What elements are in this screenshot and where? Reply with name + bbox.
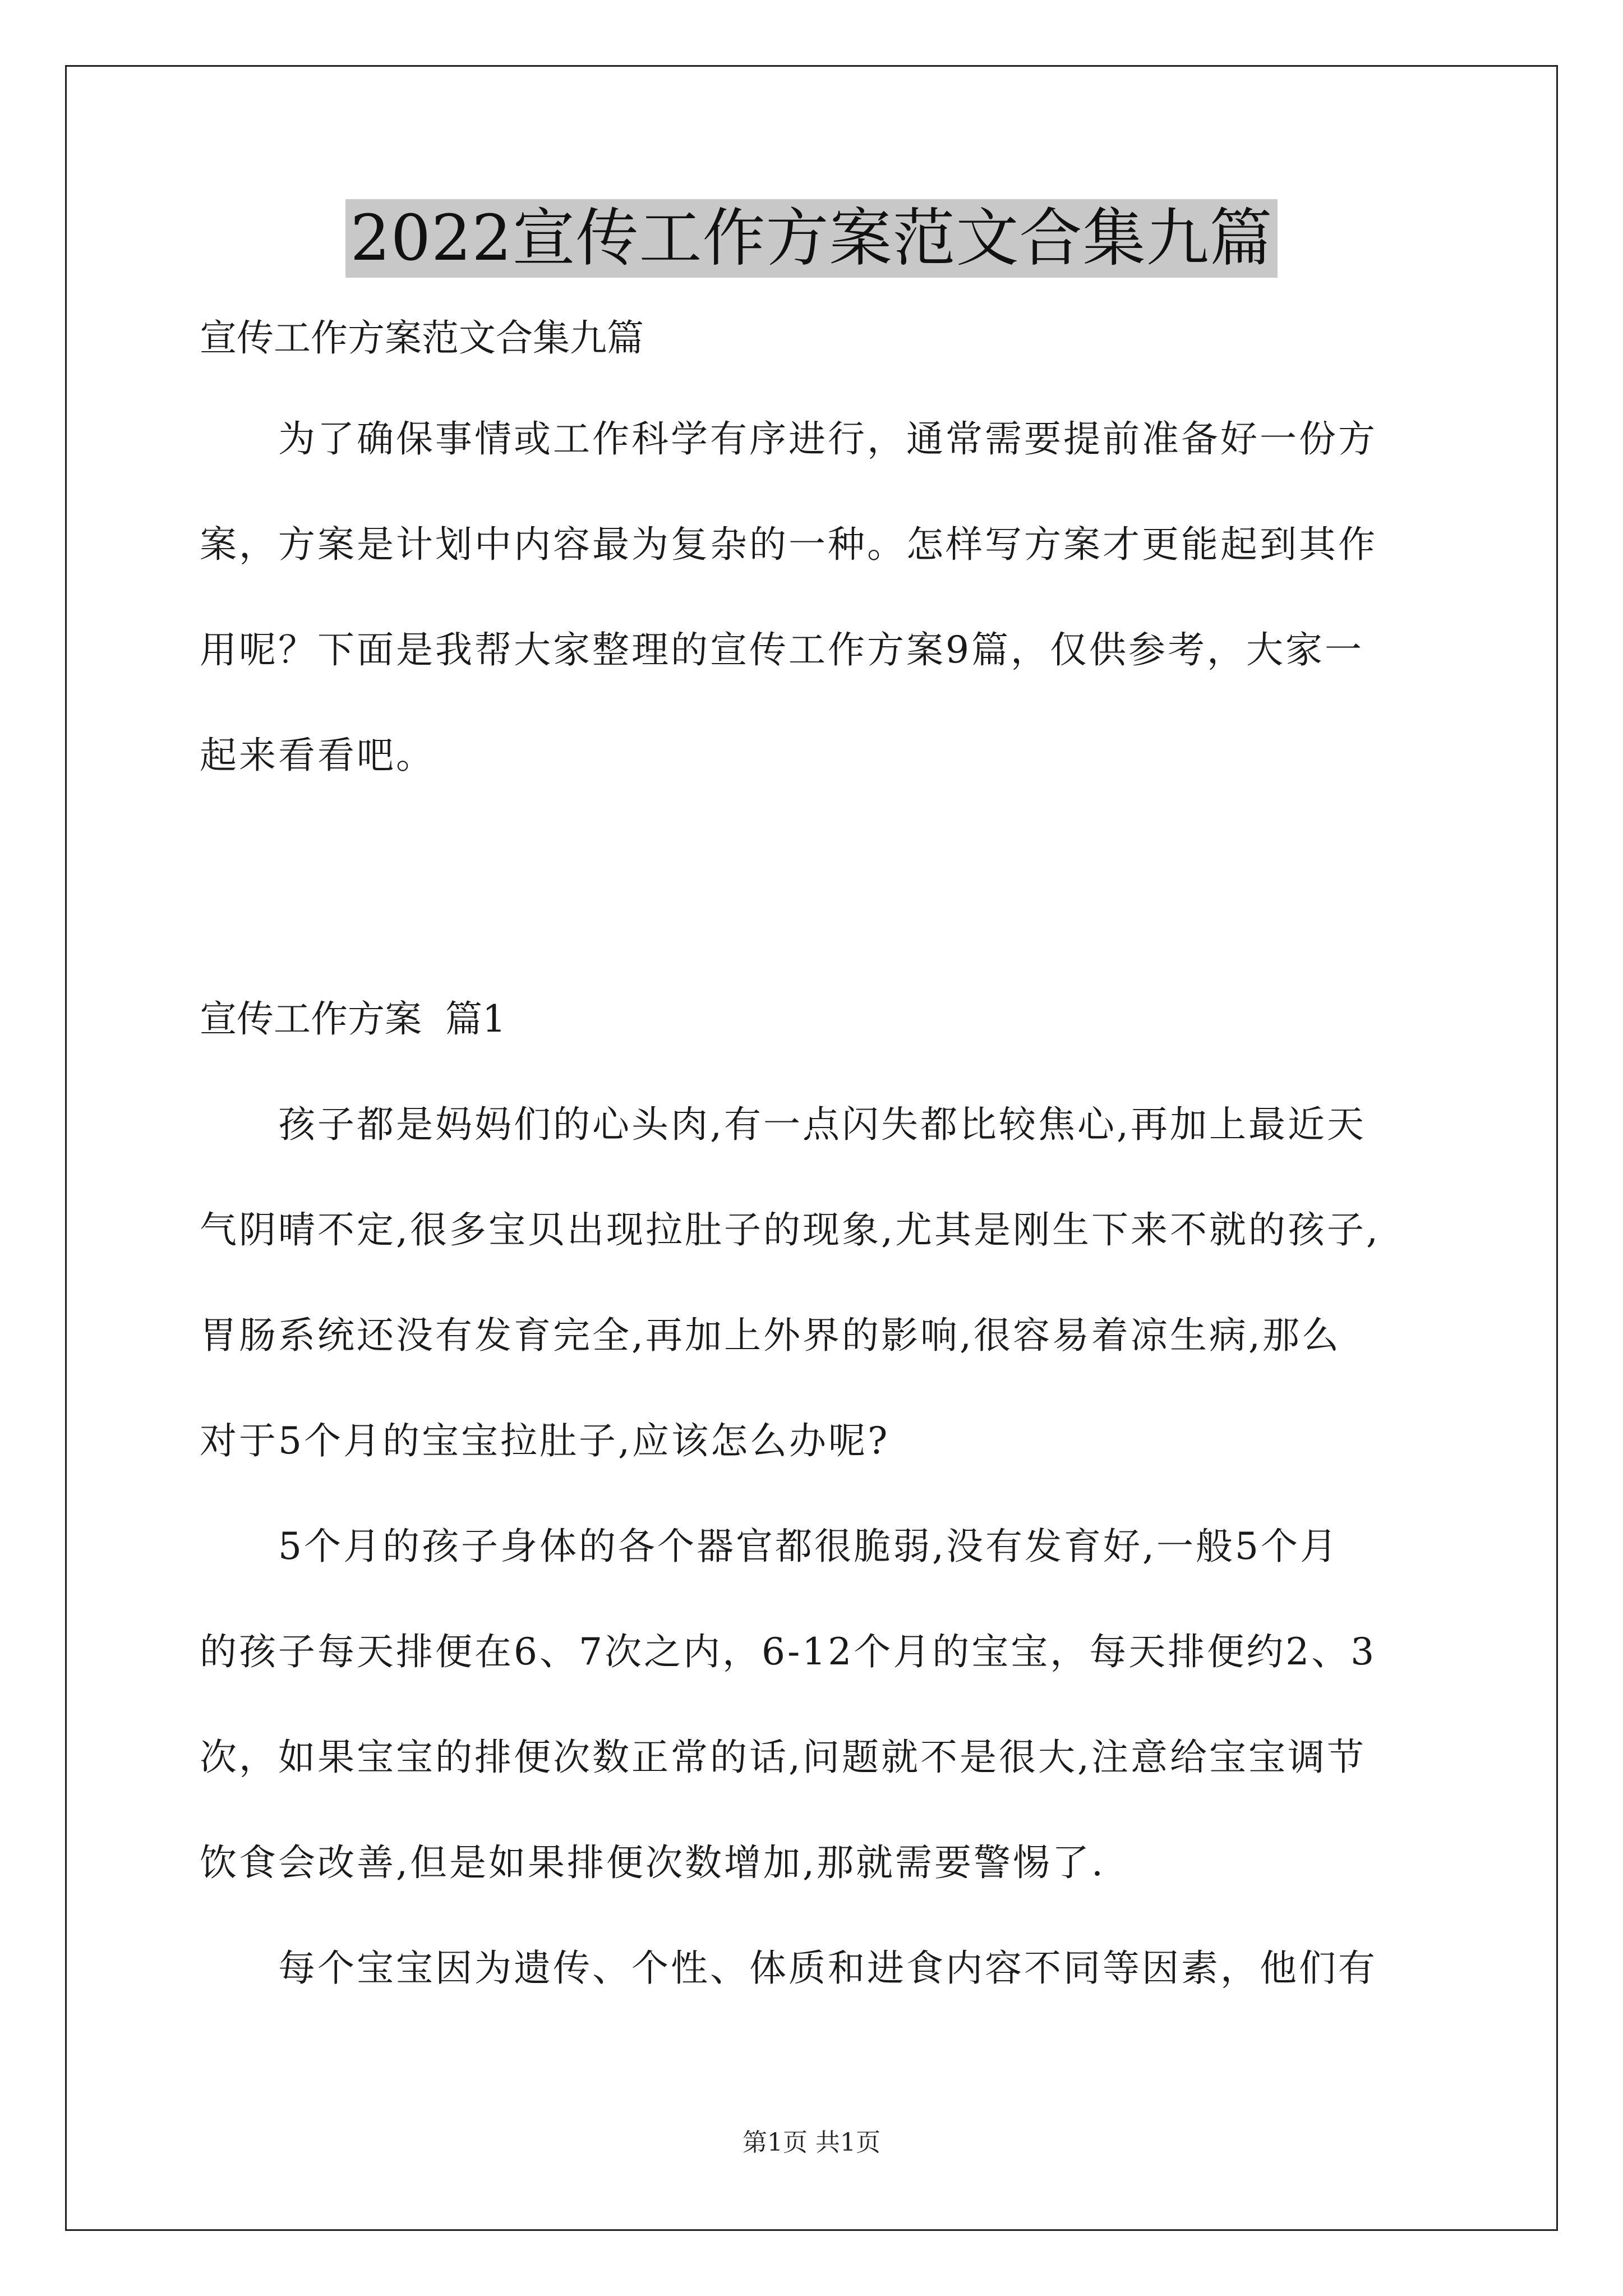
document-title: 2022宣传工作方案范文合集九篇 <box>345 199 1277 278</box>
paragraph-line: 次，如果宝宝的排便次数正常的话,问题就不是很大,注意给宝宝调节 <box>200 1736 1366 1779</box>
page-footer: 第1页 共1页 <box>743 2128 880 2157</box>
paragraph-line: 胃肠系统还没有发育完全,再加上外界的影响,很容易着凉生病,那么 <box>200 1314 1341 1357</box>
paragraph-line: 5个月的孩子身体的各个器官都很脆弱,没有发育好,一般5个月 <box>278 1525 1339 1568</box>
paragraph-line: 的孩子每天排便在6、7次之内，6-12个月的宝宝，每天排便约2、3 <box>200 1630 1377 1673</box>
document-subtitle: 宣传工作方案范文合集九篇 <box>200 316 644 360</box>
intro-line: 用呢？下面是我帮大家整理的宣传工作方案9篇，仅供参考，大家一 <box>200 628 1364 671</box>
title-container <box>0 199 1623 278</box>
intro-line: 起来看看吧。 <box>200 734 435 777</box>
intro-line: 为了确保事情或工作科学有序进行，通常需要提前准备好一份方 <box>278 417 1377 461</box>
paragraph-line: 每个宝宝因为遗传、个性、体质和进食内容不同等因素，他们有 <box>278 1947 1377 1990</box>
section-heading: 宣传工作方案 篇1 <box>200 997 506 1041</box>
paragraph-line: 饮食会改善,但是如果排便次数增加,那就需要警惕了. <box>200 1841 1105 1884</box>
paragraph-line: 孩子都是妈妈们的心头肉,有一点闪失都比较焦心,再加上最近天 <box>278 1103 1366 1146</box>
paragraph-line: 对于5个月的宝宝拉肚子,应该怎么办呢? <box>200 1419 890 1462</box>
intro-line: 案，方案是计划中内容最为复杂的一种。怎样写方案才更能起到其作 <box>200 523 1377 566</box>
paragraph-line: 气阴晴不定,很多宝贝出现拉肚子的现象,尤其是刚生下来不就的孩子, <box>200 1208 1380 1251</box>
